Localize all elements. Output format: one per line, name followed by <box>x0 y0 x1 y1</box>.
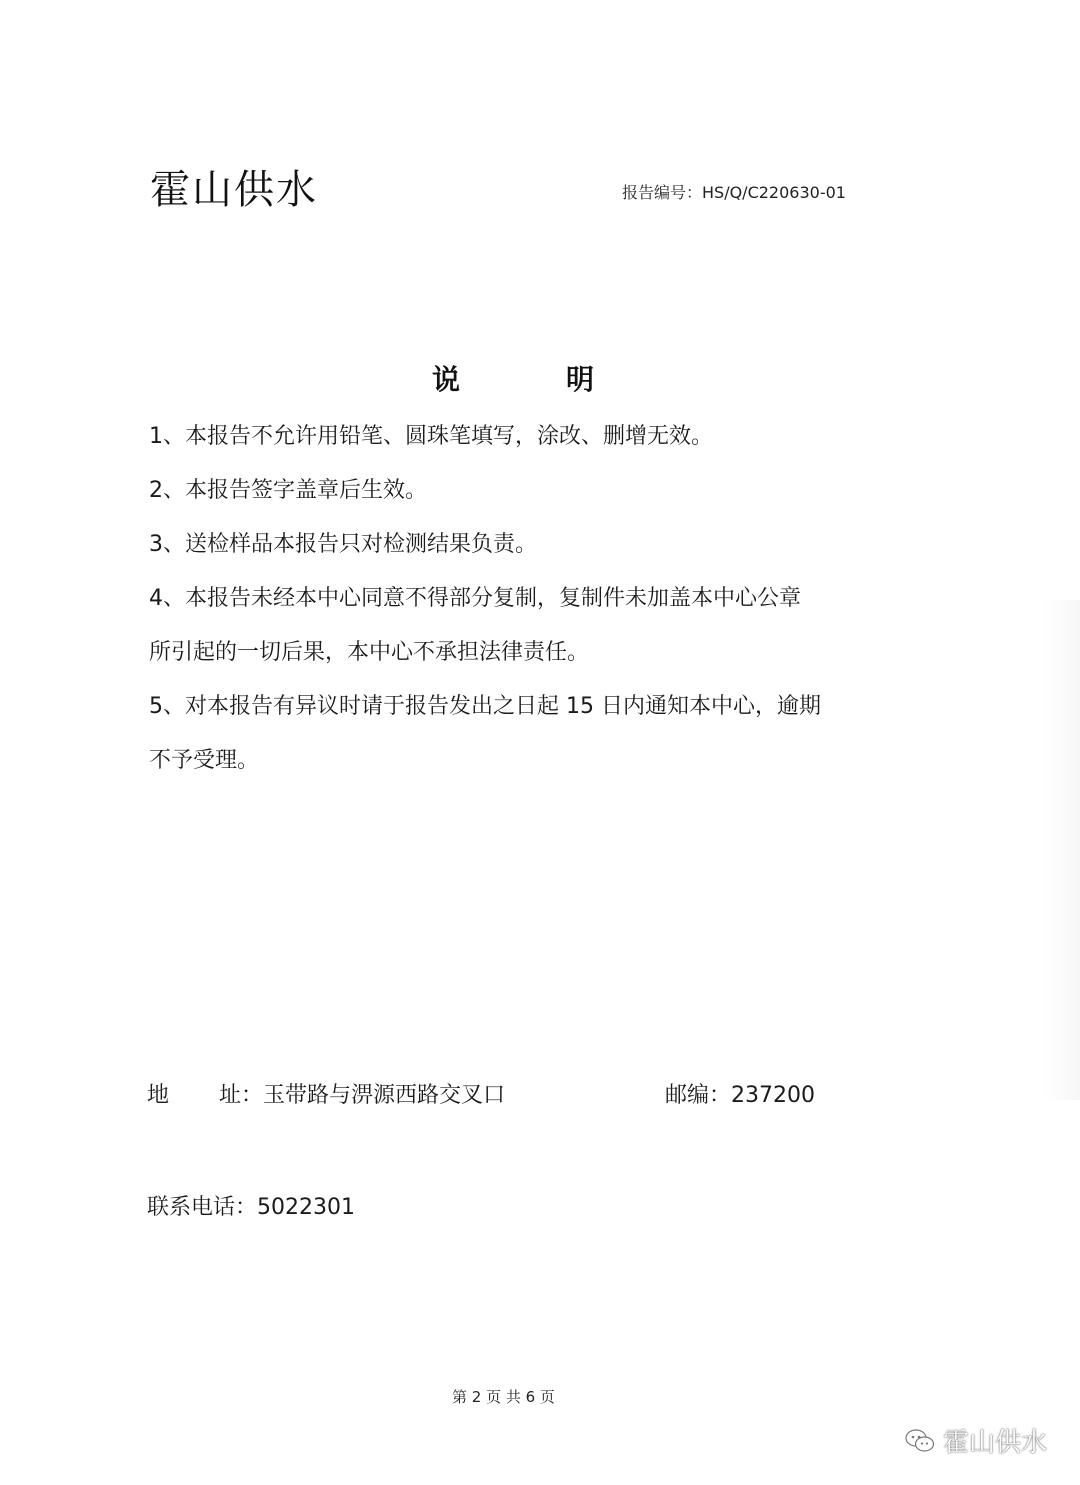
address <box>147 1078 505 1109</box>
note-line: 所引起的一切后果，本中心不承担法律责任。 <box>149 640 590 665</box>
phone-number: 联系电话：5022301 <box>147 1195 355 1220</box>
notes-list <box>149 410 909 788</box>
note-line: 2、本报告签字盖章后生效。 <box>149 478 427 503</box>
wechat-icon <box>905 1428 935 1454</box>
watermark <box>905 1422 1047 1459</box>
note-line: 5、对本报告有异议时请于报告发出之日起 15 日内通知本中心，逾期 <box>149 694 821 719</box>
address-label-b: 址： <box>219 1083 264 1108</box>
title-char-1: 说 <box>432 363 461 396</box>
title-gap <box>460 358 566 398</box>
page-indicator: 第 2 页 共 6 页 <box>452 1388 555 1406</box>
note-line: 3、送检样品本报告只对检测结果负责。 <box>149 532 537 557</box>
watermark-text: 霍山供水 <box>943 1428 1048 1458</box>
note-line: 1、本报告不允许用铅笔、圆珠笔填写，涂改、删增无效。 <box>149 424 713 449</box>
org-name: 霍山供水 <box>150 167 318 213</box>
scan-edge-shadow <box>1040 600 1080 1100</box>
title-char-2: 明 <box>566 363 595 396</box>
report-number: 报告编号：HS/Q/C220630-01 <box>622 183 846 202</box>
note-line: 4、本报告未经本中心同意不得部分复制，复制件未加盖本中心公章 <box>149 586 801 611</box>
address-label-a: 地 <box>147 1083 170 1108</box>
address-value: 玉带路与淠源西路交叉口 <box>263 1083 506 1108</box>
note-line: 不予受理。 <box>149 748 260 773</box>
page-title <box>432 358 594 398</box>
postal-code: 邮编：237200 <box>665 1083 815 1108</box>
